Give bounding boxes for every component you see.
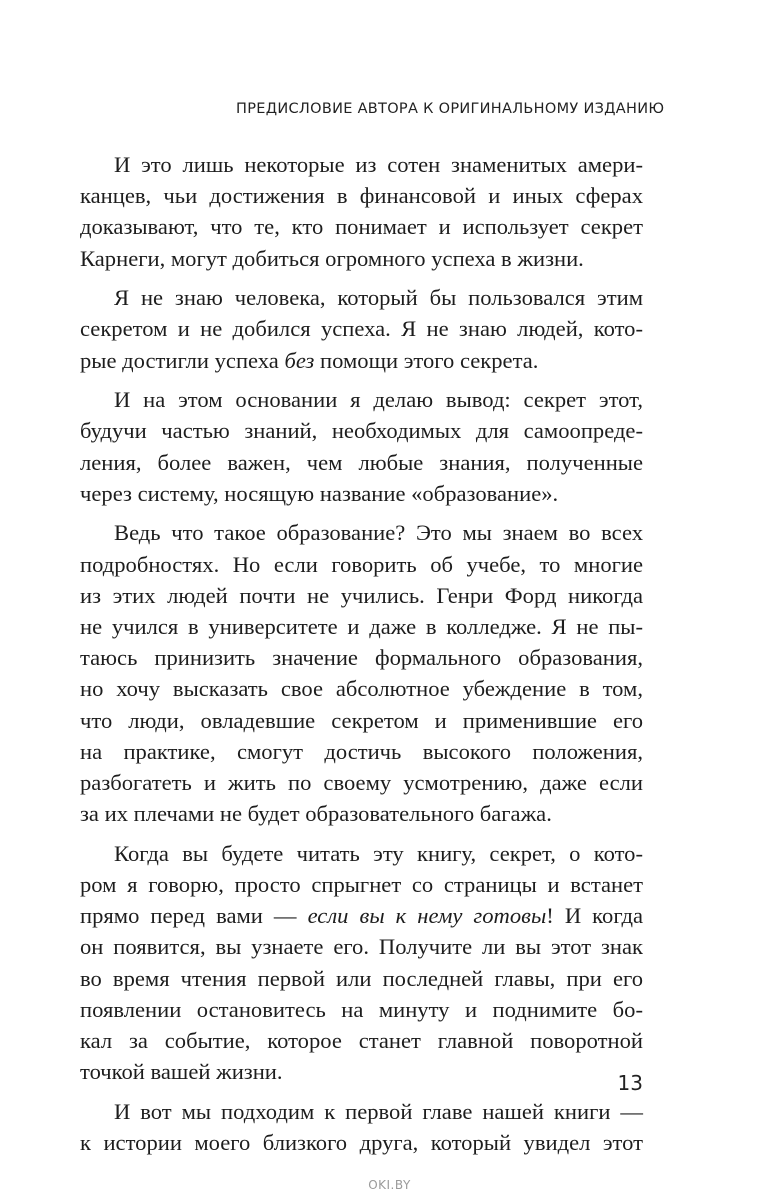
text-segment: ! И когда [546, 903, 643, 929]
text-line [80, 673, 643, 704]
text-line [80, 798, 643, 829]
text-line [80, 345, 643, 376]
text-line [80, 282, 643, 313]
paragraph [80, 282, 643, 376]
text-line [80, 478, 643, 509]
text-line [80, 994, 643, 1025]
text-line [80, 736, 643, 767]
text-line [80, 149, 643, 180]
text-line [80, 1025, 643, 1056]
text-segment: во время чтения первой или последней главы, при его [80, 965, 643, 991]
text-line [80, 549, 643, 580]
page-number: 13 [617, 1071, 643, 1095]
text-segment: что люди, овладевшие секретом и применившие его [80, 707, 643, 733]
text-line [80, 869, 643, 900]
text-segment: к истории моего близкого друга, который увидел этот [80, 1130, 643, 1156]
paragraph [80, 384, 643, 509]
text-line [80, 1127, 643, 1158]
text-segment: он появится, вы узнаете его. Получите ли вы этот знак [80, 934, 643, 960]
text-segment: прямо перед вами — [80, 903, 308, 929]
text-line [80, 447, 643, 478]
text-segment: Я не знаю человека, который бы пользовался этим [114, 285, 643, 311]
text-segment: не учился в университете и даже в колледже. Я не пы- [80, 614, 643, 640]
text-line [80, 705, 643, 736]
text-segment: канцев, чьи достижения в финансовой и иных сферах [80, 183, 643, 209]
text-segment: подробностях. Но если говорить об учебе, то многие [80, 551, 643, 577]
text-segment: секретом и не добился успеха. Я не знаю людей, кото- [80, 316, 643, 342]
paragraph [80, 1096, 643, 1158]
text-segment: ром я говорю, просто спрыгнет со страницы и встанет [80, 872, 643, 898]
text-segment: появлении остановитесь на минуту и поднимите бо- [80, 996, 643, 1022]
text-line [80, 313, 643, 344]
text-segment: но хочу высказать свое абсолютное убеждение в том, [80, 676, 643, 702]
text-line [80, 1056, 643, 1087]
text-segment: из этих людей почти не учились. Генри Форд никогда [80, 582, 643, 608]
text-line [80, 963, 643, 994]
text-line [80, 900, 643, 931]
text-line [80, 384, 643, 415]
text-segment: таюсь принизить значение формального образования, [80, 645, 643, 671]
text-line [80, 580, 643, 611]
watermark: OKI.BY [368, 1178, 411, 1192]
text-segment: будучи частью знаний, необходимых для самоопреде- [80, 418, 643, 444]
text-line [80, 611, 643, 642]
text-line [80, 415, 643, 446]
text-line [80, 838, 643, 869]
text-segment: на практике, смогут достичь высокого положения, [80, 738, 643, 764]
italic-text: без [284, 347, 315, 373]
text-line [80, 180, 643, 211]
text-line [80, 642, 643, 673]
text-line [80, 243, 643, 274]
text-segment: И это лишь некоторые из сотен знаменитых амери- [114, 152, 643, 177]
text-segment: через систему, носящую название «образование». [80, 480, 559, 506]
text-segment: помощи этого секрета. [314, 347, 539, 373]
text-segment: ления, более важен, чем любые знания, полученные [80, 449, 643, 475]
italic-text: если вы к нему готовы [307, 903, 547, 929]
text-segment: И на этом основании я делаю вывод: секрет этот, [114, 387, 643, 413]
text-line [80, 517, 643, 548]
text-segment: Ведь что такое образование? Это мы знаем во всех [114, 520, 643, 546]
text-segment: точкой вашей жизни. [80, 1059, 283, 1085]
paragraph [80, 838, 643, 1088]
body-text [80, 149, 643, 1167]
text-line [80, 1096, 643, 1127]
text-segment: доказывают, что те, кто понимает и использует секрет [80, 214, 643, 240]
text-line [80, 211, 643, 242]
text-segment: Карнеги, могут добиться огромного успеха в жизни. [80, 245, 584, 271]
text-line [80, 767, 643, 798]
running-header: ПРЕДИСЛОВИЕ АВТОРА К ОРИГИНАЛЬНОМУ ИЗДАНИЮ [236, 101, 665, 117]
text-segment: Когда вы будете читать эту книгу, секрет, о кото- [114, 840, 643, 866]
text-segment: рые достигли успеха [80, 347, 285, 373]
paragraph [80, 149, 643, 274]
text-line [80, 931, 643, 962]
text-segment: разбогатеть и жить по своему усмотрению, даже если [80, 770, 643, 796]
text-segment: кал за событие, которое станет главной поворотной [80, 1028, 643, 1054]
text-segment: И вот мы подходим к первой главе нашей книги — [114, 1098, 643, 1124]
text-segment: за их плечами не будет образовательного багажа. [80, 801, 552, 827]
paragraph [80, 517, 643, 829]
